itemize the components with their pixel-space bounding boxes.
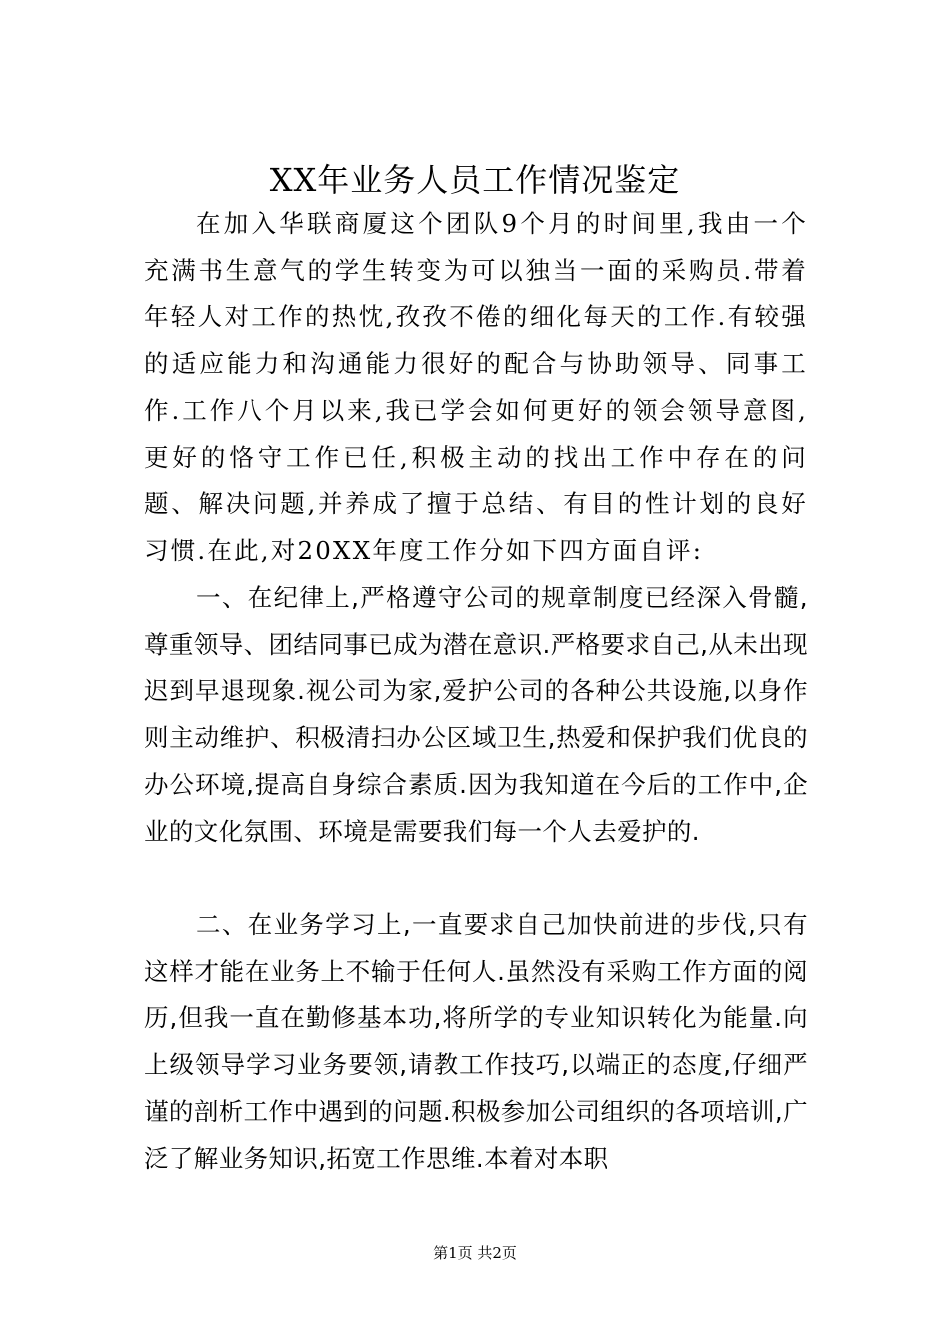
paragraph-discipline: 一、在纪律上,严格遵守公司的规章制度已经深入骨髓,尊重领导、团结同事已成为潜在意识.严格要求自己,从未出现迟到早退现象.视公司为家,爱护公司的各种公共设施,以身作则主动维护、积极清扫办公区域卫生,热爱和保护我们优良的办公环境,提高自身综合素质.因为我知道在今后的工作中,企业的文化氛围、环境是需要我们每一个人去爱护的. [144,583,808,846]
page-number-footer: 第1页 共2页 [433,1244,517,1262]
paragraph-intro: 在加入华联商厦这个团队9个月的时间里,我由一个充满书生意气的学生转变为可以独当一面的采购员.带着年轻人对工作的热忱,孜孜不倦的细化每天的工作.有较强的适应能力和沟通能力很好的配合与协助领导、同事工作.工作八个月以来,我已学会如何更好的领会领导意图,更好的恪守工作已任,积极主动的找出工作中存在的问题、解决问题,并养成了擅于总结、有目的性计划的良好习惯.在此,对20XX年度工作分如下四方面自评: [144,209,808,565]
paragraph-study: 二、在业务学习上,一直要求自己加快前进的步伐,只有这样才能在业务上不输于任何人.虽然没有采购工作方面的阅历,但我一直在勤修基本功,将所学的专业知识转化为能量.向上级领导学习业务要领,请教工作技巧,以端正的态度,仔细严谨的剖析工作中遇到的问题.积极参加公司组织的各项培训,广泛了解业务知识,拓宽工作思维.本着对本职 [144,910,808,1173]
document-title: XX年业务人员工作情况鉴定 [269,161,681,200]
document-body [144,201,808,1182]
